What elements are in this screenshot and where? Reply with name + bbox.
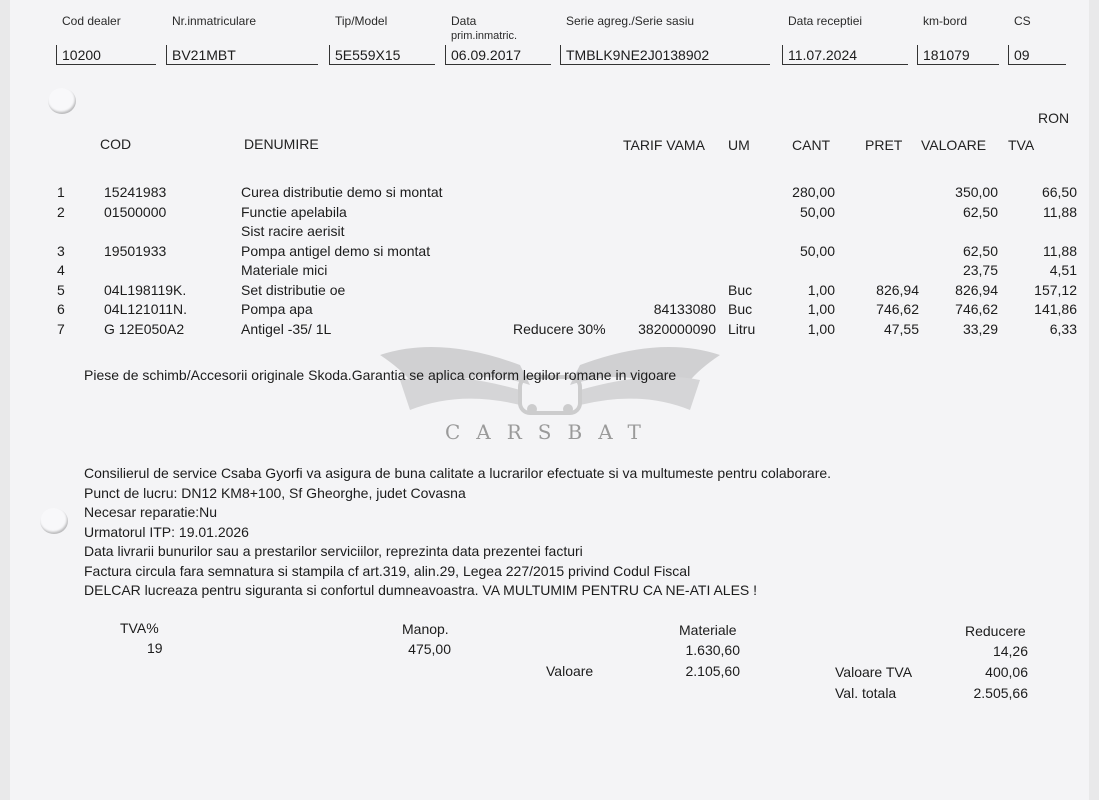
totals-valoare-tva: 400,06 (985, 664, 1028, 680)
field-underline (782, 64, 908, 65)
cell-denumire: Pompa apa (241, 301, 313, 317)
label-serie: Serie agreg./Serie sasiu (566, 14, 695, 28)
field-tick (166, 45, 167, 65)
field-tick (445, 45, 446, 65)
field-underline (56, 64, 156, 65)
cell-um: Buc (728, 282, 753, 298)
col-header-valoare: VALOARE (921, 137, 987, 153)
field-underline (166, 64, 318, 65)
footer-line: Necesar reparatie:Nu (84, 504, 218, 520)
cell-nr: 6 (57, 301, 65, 317)
cell-valoare: 62,50 (962, 204, 998, 220)
cell-cant: 50,00 (799, 243, 835, 259)
field-tick (329, 45, 330, 65)
cell-reducere: Reducere 30% (513, 321, 606, 337)
label-cs: CS (1014, 14, 1031, 28)
totals-reducere-label: Reducere (965, 623, 1026, 639)
field-tick (917, 45, 918, 65)
cell-valoare: 62,50 (962, 243, 998, 259)
invoice-sheet (10, 0, 1089, 800)
value-nr-inmatriculare: BV21MBT (172, 47, 236, 63)
field-tick (560, 45, 561, 65)
footer-line: Data livrarii bunurilor sau a prestarilor serviciilor, reprezinta data prezentei facturi (84, 543, 583, 559)
totals-materiale-label: Materiale (679, 622, 737, 638)
value-km-bord: 181079 (923, 47, 970, 63)
cell-cant: 50,00 (799, 204, 835, 220)
field-tick (56, 45, 57, 65)
cell-cant: 1,00 (807, 301, 835, 317)
totals-tva-pct-label: TVA% (120, 620, 159, 636)
field-underline (560, 64, 770, 65)
field-underline (329, 64, 435, 65)
value-cs: 09 (1014, 47, 1030, 63)
totals-tva-pct: 19 (147, 640, 163, 656)
cell-denumire: Set distributie oe (241, 282, 346, 298)
footer-line: Urmatorul ITP: 19.01.2026 (84, 523, 249, 540)
cell-tarif: 84133080 (653, 301, 716, 317)
cell-tva: 157,12 (1034, 282, 1077, 298)
cell-denumire: Sist racire aerisit (241, 223, 345, 239)
value-data-receptiei: 11.07.2024 (788, 47, 858, 63)
totals-valoare-label: Valoare (546, 663, 594, 679)
label-cod-dealer: Cod dealer (62, 14, 121, 28)
punch-hole-bottom (40, 508, 68, 534)
cell-valoare: 350,00 (955, 184, 998, 200)
label-tip-model: Tip/Model (335, 14, 388, 28)
label-km-bord: km-bord (923, 14, 968, 28)
cell-denumire: Antigel -35/ 1L (241, 321, 332, 337)
cell-nr: 2 (57, 204, 65, 220)
value-cod-dealer: 10200 (62, 47, 101, 63)
value-serie-sasiu: TMBLK9NE2J0138902 (566, 47, 710, 63)
cell-pret: 47,55 (883, 321, 919, 337)
cell-cant: 1,00 (807, 321, 835, 337)
cell-valoare: 826,94 (955, 282, 998, 298)
label-nr-inmatriculare: Nr.inmatriculare (172, 14, 257, 28)
cell-cod: 04L198119K. (104, 282, 187, 298)
field-tick (1008, 45, 1009, 65)
cell-valoare: 23,75 (962, 262, 998, 278)
col-header-tarif-vama: TARIF VAMA (623, 137, 705, 153)
punch-hole-top (48, 88, 76, 114)
cell-cod: 01500000 (104, 204, 167, 220)
cell-nr: 5 (57, 282, 65, 298)
cell-denumire: Materiale mici (241, 262, 328, 278)
cell-tva: 4,51 (1049, 262, 1077, 278)
cell-cod: 15241983 (104, 184, 167, 200)
cell-cant: 280,00 (792, 184, 835, 200)
cell-denumire: Curea distributie demo si montat (241, 184, 443, 200)
totals-manop-label: Manop. (402, 621, 449, 637)
footer-line: Consilierul de service Csaba Gyorfi va asigura de buna calitate a lucrarilor efectuate si va multumeste pentru colaborare. (84, 465, 832, 481)
cell-denumire: Pompa antigel demo si montat (241, 243, 431, 259)
cell-nr: 3 (57, 243, 65, 259)
totals-val-totala-label: Val. totala (835, 685, 897, 701)
currency-label: RON (1038, 110, 1070, 126)
footer-line: DELCAR lucreaza pentru siguranta si confortul dumneavoastra. VA MULTUMIM PENTRU CA NE-ATI ALES ! (84, 582, 758, 598)
cell-tva: 11,88 (1043, 243, 1077, 259)
totals-val-totala: 2.505,66 (973, 685, 1028, 701)
totals-valoare-tva-label: Valoare TVA (835, 664, 913, 680)
col-header-cod: COD (100, 136, 132, 152)
col-header-cant: CANT (792, 137, 831, 153)
cell-valoare: 746,62 (955, 301, 998, 317)
cell-tva: 66,50 (1041, 184, 1077, 200)
col-header-um: UM (728, 137, 750, 153)
col-header-denumire: DENUMIRE (244, 136, 319, 152)
label-data-receptiei: Data receptiei (788, 14, 863, 28)
cell-cod: G 12E050A2 (104, 321, 185, 337)
cell-nr: 7 (57, 321, 65, 337)
cell-um: Buc (728, 301, 753, 317)
col-header-tva: TVA (1008, 137, 1035, 153)
totals-reducere: 14,26 (992, 643, 1028, 659)
field-underline (917, 64, 999, 65)
cell-tva: 11,88 (1043, 204, 1077, 220)
field-tick (782, 45, 783, 65)
label-data-prim-1: Data (451, 14, 477, 28)
watermark-text: CARSBAT (445, 420, 657, 444)
warranty-note: Piese de schimb/Accesorii originale Skoda.Garantia se aplica conform legilor romane in vigoare (84, 367, 677, 383)
value-data-prim: 06.09.2017 (451, 47, 522, 63)
cell-um: Litru (728, 321, 756, 337)
totals-materiale: 1.630,60 (685, 642, 740, 658)
footer-line: Factura circula fara semnatura si stampila cf art.319, alin.29, Legea 227/2015 privind Codul Fiscal (84, 562, 691, 579)
totals-manop: 475,00 (408, 641, 451, 657)
field-underline (445, 64, 551, 65)
cell-tva: 6,33 (1049, 321, 1077, 337)
cell-valoare: 33,29 (962, 321, 998, 337)
footer-line: Punct de lucru: DN12 KM8+100, Sf Gheorghe, judet Covasna (84, 484, 466, 501)
col-header-pret: PRET (865, 137, 903, 153)
cell-nr: 1 (57, 184, 65, 200)
cell-tarif: 3820000090 (638, 321, 716, 337)
value-tip-model: 5E559X15 (335, 47, 401, 63)
cell-pret: 826,94 (876, 282, 919, 298)
cell-cod: 04L121011N. (104, 301, 188, 317)
totals-valoare: 2.105,60 (685, 663, 740, 679)
cell-pret: 746,62 (876, 301, 919, 317)
field-underline (1008, 64, 1066, 65)
cell-cant: 1,00 (807, 282, 835, 298)
cell-cod: 19501933 (104, 243, 167, 259)
cell-nr: 4 (57, 262, 65, 278)
cell-tva: 141,86 (1034, 301, 1077, 317)
label-data-prim-2: prim.inmatric. (451, 30, 518, 42)
cell-denumire: Functie apelabila (241, 204, 347, 220)
